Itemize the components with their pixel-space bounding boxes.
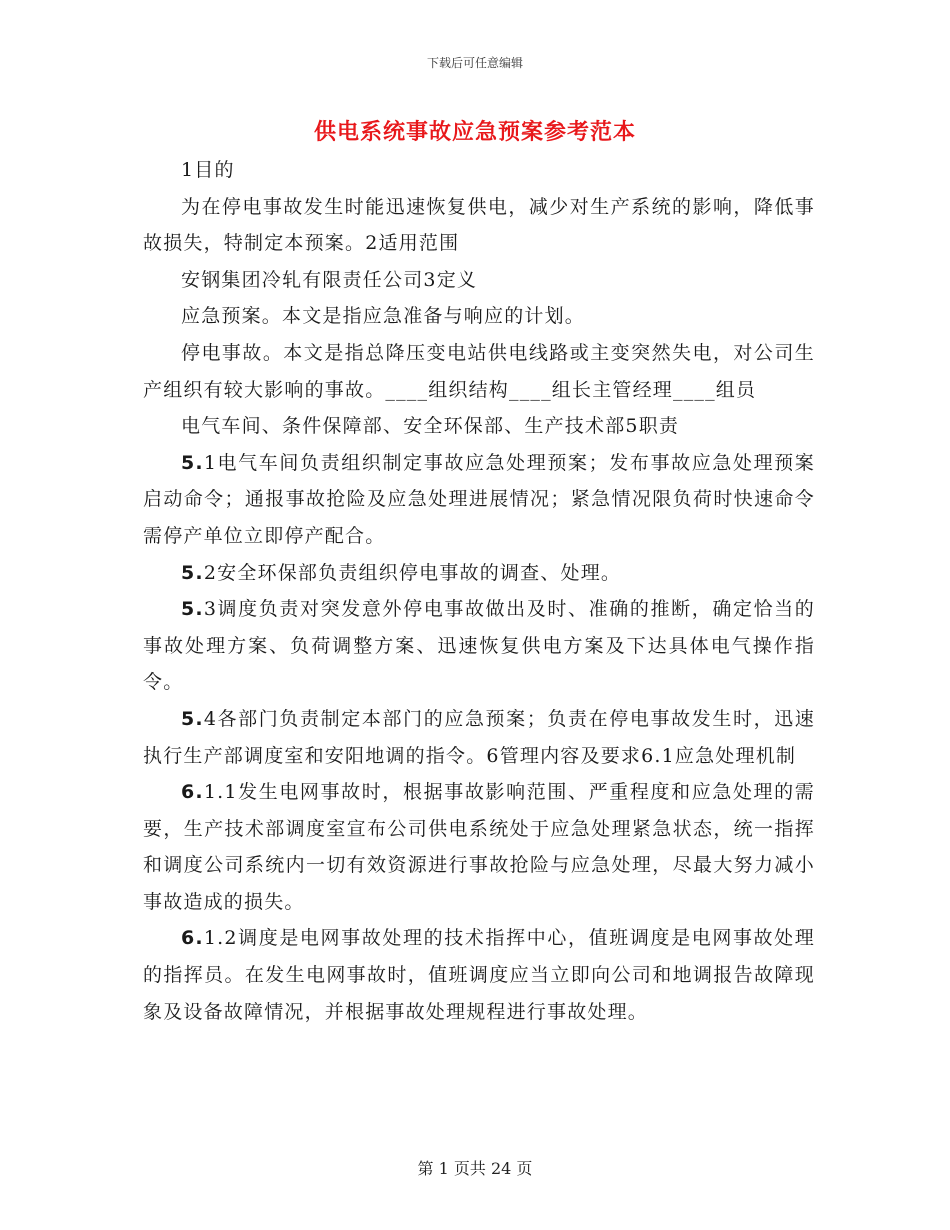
document-body [143, 152, 815, 1030]
paragraph-scope: 安钢集团冷轧有限责任公司3定义 [181, 268, 478, 291]
document-title: 供电系统事故应急预案参考范本 [313, 119, 636, 145]
paragraph-duty-5-3: 5.3调度负责对突发意外停电事故做出及时、准确的推断，确定恰当的事故处理方案、负荷调整方案、迅速恢复供电方案及下达具体电气操作指令。 [143, 598, 815, 694]
paragraph-departments: 电气车间、条件保障部、安全环保部、生产技术部5职责 [181, 415, 680, 438]
paragraph-definition-plan: 应急预案。本文是指应急准备与响应的计划。 [181, 305, 586, 328]
header-note: 下载后可任意编辑 [426, 56, 523, 70]
paragraph-purpose-heading: 1目的 [181, 159, 235, 181]
paragraph-duty-5-1: 5.1电气车间负责组织制定事故应急处理预案；发布事故应急处理预案启动命令；通报事故抢险及应急处理进展情况；紧急情况限负荷时快速命令需停产单位立即停产配合。 [143, 451, 815, 547]
page-number: 第 1 页共 24 页 [417, 1159, 533, 1178]
paragraph-duty-5-2: 5.2安全环保部负责组织停电事故的调查、处理。 [181, 561, 622, 584]
paragraph-purpose: 为在停电事故发生时能迅速恢复供电，减少对生产系统的影响，降低事故损失，特制定本预案。2适用范围 [143, 195, 815, 255]
paragraph-mechanism-6-1-1: 6.1.1发生电网事故时，根据事故影响范围、严重程度和应急处理的需要，生产技术部调度室宣布公司供电系统处于应急处理紧急状态，统一指挥和调度公司系统内一切有效资源进行事故抢险与应急处理，尽最大努力减小事故造成的损失。 [143, 781, 815, 913]
paragraph-definition-outage: 停电事故。本文是指总降压变电站供电线路或主变突然失电，对公司生产组织有较大影响的事故。____组织结构____组长主管经理____组员 [143, 341, 815, 401]
paragraph-mechanism-6-1-2: 6.1.2调度是电网事故处理的技术指挥中心，值班调度是电网事故处理的指挥员。在发生电网事故时，值班调度应当立即向公司和地调报告故障现象及设备故障情况，并根据事故处理规程进行事故处理。 [143, 927, 815, 1023]
paragraph-duty-5-4: 5.4各部门负责制定本部门的应急预案；负责在停电事故发生时，迅速执行生产部调度室和安阳地调的指令。6管理内容及要求6.1应急处理机制 [143, 707, 815, 767]
